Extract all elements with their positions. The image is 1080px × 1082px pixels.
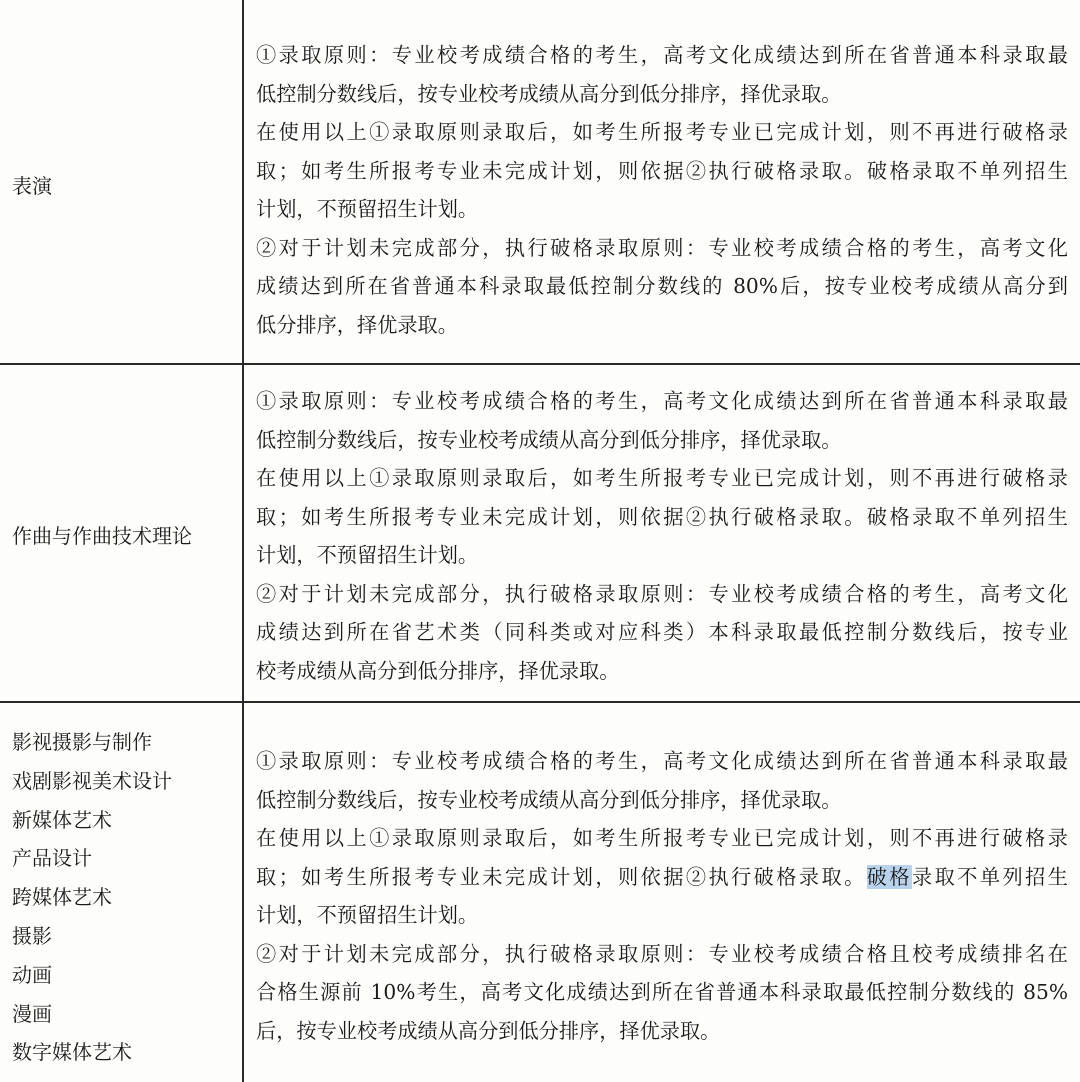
rule-line: 成绩达到所在省普通本科录取最低控制分数线的 80%后，按专业校考成绩从高分到 [256, 274, 1068, 298]
rule-line: 成绩达到所在省艺术类（同科类或对应科类）本科录取最低控制分数线后，按专业 [256, 620, 1068, 644]
rule-line: 低控制分数线后，按专业校考成绩从高分到低分排序，择优录取。 [256, 81, 842, 106]
rule-line: 取；如考生所报考专业未完成计划，则依据②执行破格录取。破格录取不单列招生 [256, 504, 1068, 529]
rule-line: 合格生源前 10%考生，高考文化成绩达到所在省普通本科录取最低控制分数线的 85% [256, 980, 1068, 1004]
admission-rule-cell [256, 382, 1072, 690]
rule-line: 计划，不预留招生计划。 [256, 543, 479, 567]
rule-line: 计划，不预留招生计划。 [256, 903, 479, 927]
major-name: 戏剧影视美术设计 [12, 768, 172, 793]
rule-line: 在使用以上①录取原则录取后，如考生所报考专业已完成计划，则不再进行破格录 [256, 120, 1068, 144]
rule-line-part: 取；如考生所报考专业未完成计划，则依据②执行破格录取。 [256, 864, 867, 889]
major-name: 跨媒体艺术 [12, 885, 112, 910]
rule-line: ②对于计划未完成部分，执行破格录取原则：专业校考成绩合格且校考成绩排名在 [256, 941, 1068, 966]
major-name: 数字媒体艺术 [12, 1040, 132, 1065]
rule-line: 低分排序，择优录取。 [256, 312, 458, 337]
rule-line: ①录取原则：专业校考成绩合格的考生，高考文化成绩达到所在省普通本科录取最 [256, 749, 1068, 773]
rule-line: ②对于计划未完成部分，执行破格录取原则：专业校考成绩合格的考生，高考文化 [256, 581, 1068, 606]
rule-line-part: 录取不单列招生 [912, 864, 1068, 889]
rule-line: 在使用以上①录取原则录取后，如考生所报考专业已完成计划，则不再进行破格录 [256, 826, 1068, 850]
rule-line: 低控制分数线后，按专业校考成绩从高分到低分排序，择优录取。 [256, 787, 842, 812]
rule-line: 后，按专业校考成绩从高分到低分排序，择优录取。 [256, 1018, 721, 1043]
table-row [0, 363, 1080, 703]
major-name-cell [12, 723, 238, 1072]
text-selection-highlight[interactable]: 破格 [866, 864, 913, 889]
rule-line: ①录取原则：专业校考成绩合格的考生，高考文化成绩达到所在省普通本科录取最 [256, 43, 1068, 67]
rule-line: 计划，不预留招生计划。 [256, 197, 479, 221]
major-name: 表演 [12, 174, 52, 198]
major-name: 新媒体艺术 [12, 807, 112, 832]
rule-line: 校考成绩从高分到低分排序，择优录取。 [256, 658, 620, 683]
column-divider [242, 0, 244, 1082]
rule-line: 低控制分数线后，按专业校考成绩从高分到低分排序，择优录取。 [256, 427, 842, 452]
rule-line: 在使用以上①录取原则录取后，如考生所报考专业已完成计划，则不再进行破格录 [256, 466, 1068, 490]
rule-line: 取；如考生所报考专业未完成计划，则依据②执行破格录取。破格录取不单列招生 [256, 158, 1068, 183]
rule-line-with-selection [256, 858, 1068, 897]
major-name: 影视摄影与制作 [12, 730, 152, 754]
admission-rule-cell [256, 36, 1072, 344]
major-name: 产品设计 [12, 846, 92, 871]
admission-rule-cell [256, 742, 1072, 1050]
major-name: 动画 [12, 962, 52, 987]
major-name: 摄影 [12, 923, 52, 948]
table-row [0, 701, 1080, 1082]
major-name-cell [12, 167, 238, 206]
rule-line: ②对于计划未完成部分，执行破格录取原则：专业校考成绩合格的考生，高考文化 [256, 235, 1068, 260]
major-name: 漫画 [12, 1001, 52, 1026]
major-name: 作曲与作曲技术理论 [12, 524, 192, 548]
table-row [0, 0, 1080, 364]
major-name-cell [12, 517, 238, 556]
rule-line: ①录取原则：专业校考成绩合格的考生，高考文化成绩达到所在省普通本科录取最 [256, 389, 1068, 413]
